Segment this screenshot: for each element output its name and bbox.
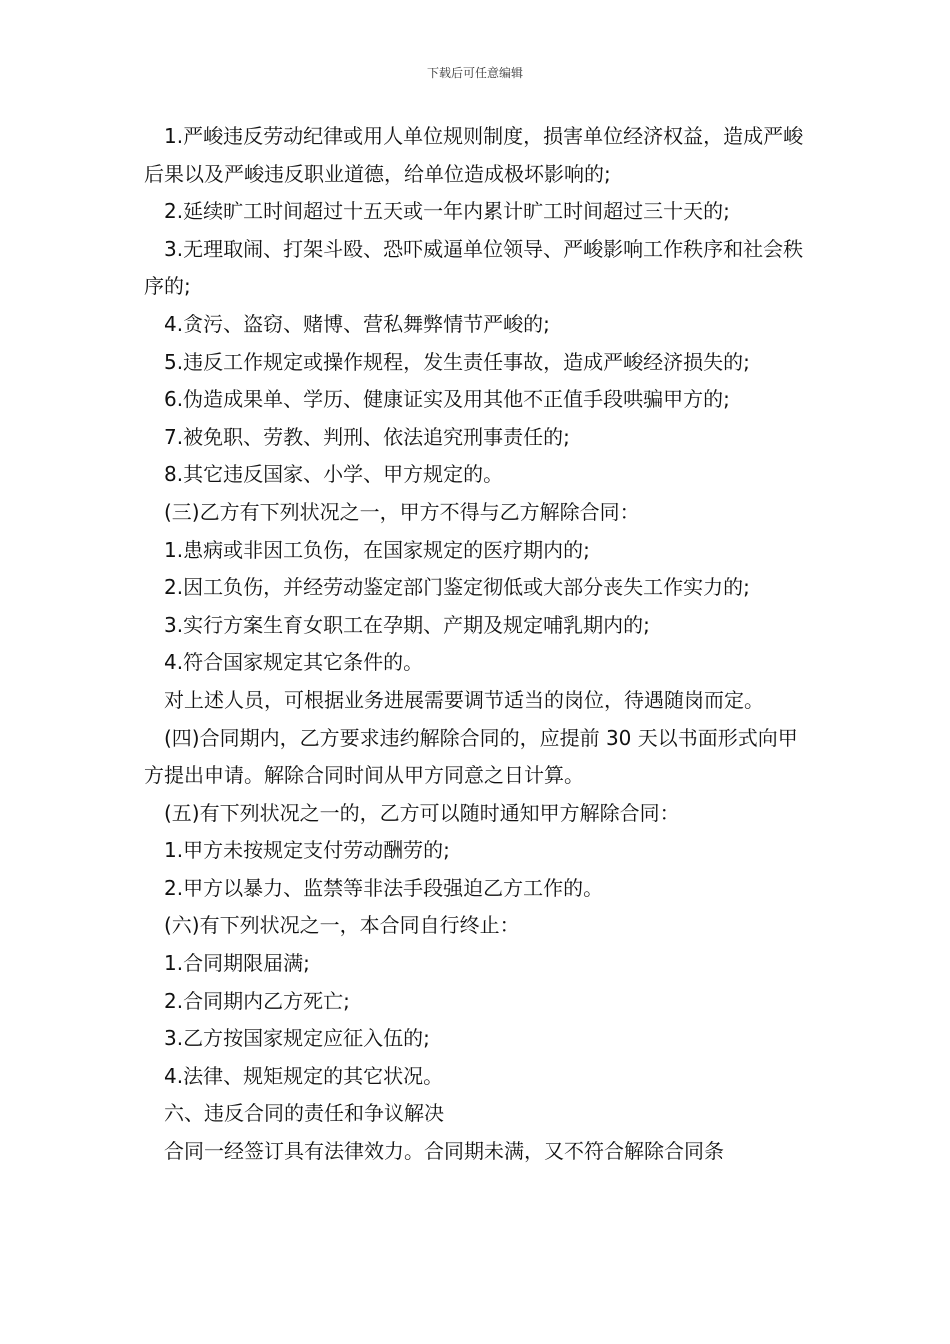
- paragraph-11: 2.因工负伤，并经劳动鉴定部门鉴定彻低或大部分丧失工作实力的;: [164, 575, 750, 600]
- chapter-heading-6: 六、违反合同的责任和争议解决: [164, 1101, 444, 1126]
- section-heading-3: (三)乙方有下列状况之一，甲方不得与乙方解除合同：: [164, 499, 640, 524]
- paragraph-17: 1.甲方未按规定支付劳动酬劳的;: [164, 838, 450, 863]
- paragraph-4: 4.贪污、盗窃、赌博、营私舞弊情节严峻的;: [164, 311, 550, 336]
- paragraph-2: 2.延续旷工时间超过十五天或一年内累计旷工时间超过三十天的;: [164, 199, 730, 224]
- section-heading-4: (四)合同期内，乙方要求违约解除合同的，应提前 30 天以书面形式向甲方提出申请。解除合同时间从甲方同意之日计算。: [144, 725, 798, 788]
- page-header: 下载后可任意编辑: [426, 66, 523, 80]
- paragraph-18: 2.甲方以暴力、监禁等非法手段强迫乙方工作的。: [164, 875, 604, 900]
- paragraph-25: 合同一经签订具有法律效力。合同期未满，又不符合解除合同条: [164, 1139, 724, 1164]
- paragraph-5: 5.违反工作规定或操作规程，发生责任事故，造成严峻经济损失的;: [164, 349, 750, 374]
- section-heading-6: (六)有下列状况之一，本合同自行终止：: [164, 913, 520, 938]
- paragraph-22: 3.乙方按国家规定应征入伍的;: [164, 1026, 430, 1051]
- paragraph-20: 1.合同期限届满;: [164, 951, 310, 976]
- paragraph-3: 3.无理取闹、打架斗殴、恐吓威逼单位领导、严峻影响工作秩序和社会秩序的;: [144, 236, 804, 299]
- paragraph-14: 对上述人员，可根据业务进展需要调节适当的岗位，待遇随岗而定。: [164, 687, 764, 712]
- document-body: [144, 118, 814, 1171]
- paragraph-8: 8.其它违反国家、小学、甲方规定的。: [164, 462, 504, 487]
- paragraph-10: 1.患病或非因工负伤，在国家规定的医疗期内的;: [164, 537, 590, 562]
- section-heading-5: (五)有下列状况之一的，乙方可以随时通知甲方解除合同：: [164, 800, 680, 825]
- paragraph-6: 6.伪造成果单、学历、健康证实及用其他不正值手段哄骗甲方的;: [164, 387, 730, 412]
- paragraph-21: 2.合同期内乙方死亡;: [164, 988, 350, 1013]
- paragraph-23: 4.法律、规矩规定的其它状况。: [164, 1063, 444, 1088]
- paragraph-7: 7.被免职、劳教、判刑、依法追究刑事责任的;: [164, 424, 570, 449]
- paragraph-13: 4.符合国家规定其它条件的。: [164, 650, 424, 675]
- paragraph-1: 1.严峻违反劳动纪律或用人单位规则制度，损害单位经济权益，造成严峻后果以及严峻违反职业道德，给单位造成极坏影响的;: [144, 124, 804, 186]
- paragraph-12: 3.实行方案生育女职工在孕期、产期及规定哺乳期内的;: [164, 612, 650, 637]
